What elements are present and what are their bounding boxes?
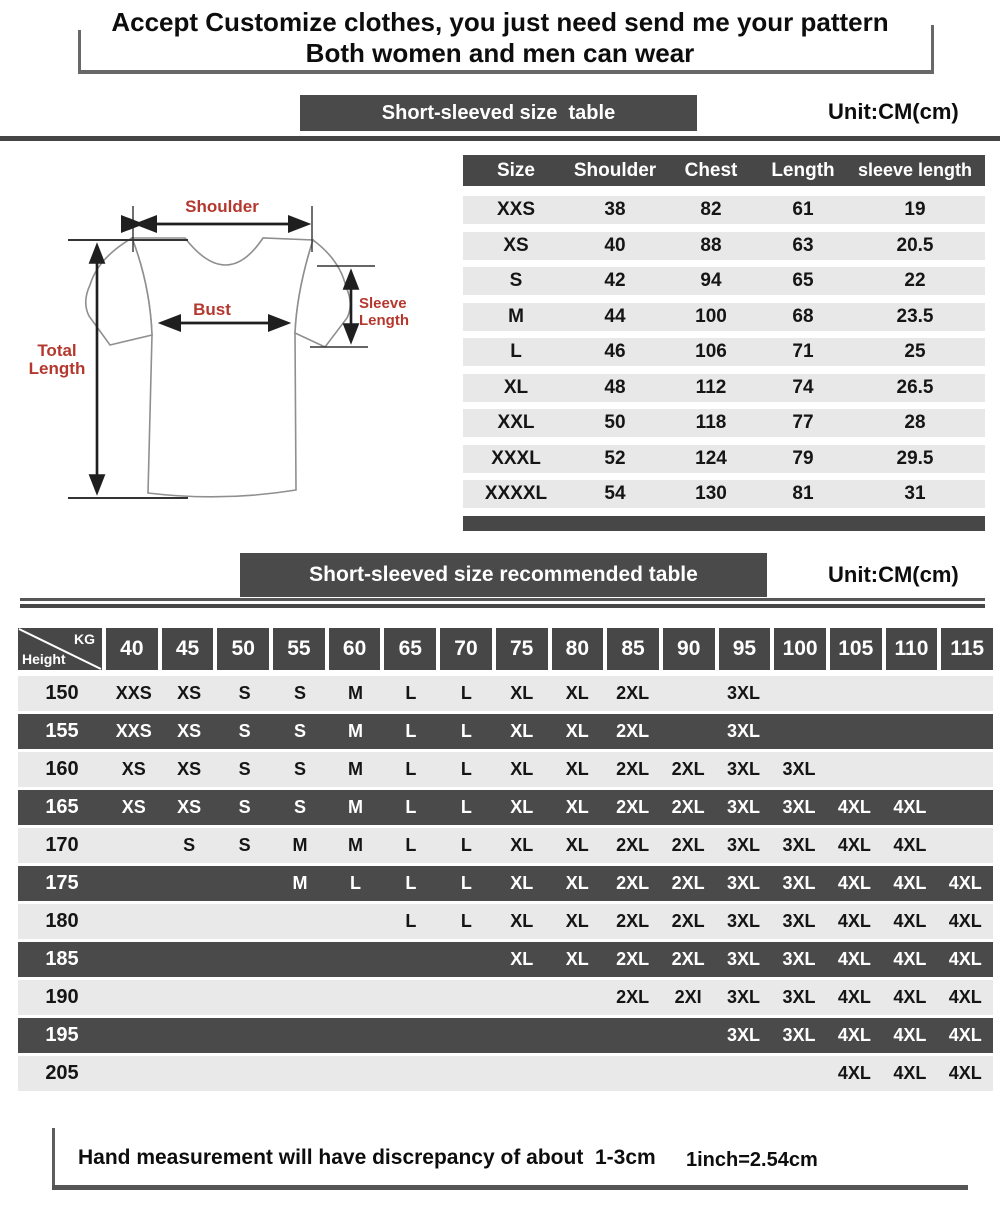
weight-header-cell: 60 bbox=[329, 628, 385, 670]
short-sleeve-size-banner: Short-sleeved size table bbox=[300, 95, 697, 131]
total-label-line2: Length bbox=[28, 359, 86, 378]
size-table-cell: 71 bbox=[792, 341, 814, 362]
recommended-size-cell: XL bbox=[565, 835, 589, 855]
recommended-size-cell: XL bbox=[510, 835, 534, 855]
recommended-size-cell: 3XL bbox=[782, 911, 816, 931]
recommended-size-cell: 4XL bbox=[837, 797, 871, 817]
size-table-rows bbox=[463, 196, 985, 508]
size-table-cell: 74 bbox=[792, 376, 814, 398]
size-table-cell: 124 bbox=[695, 447, 727, 469]
size-table-cell: 22 bbox=[904, 270, 926, 291]
recommended-size-cell: 3XL bbox=[782, 987, 816, 1007]
height-label: 205 bbox=[45, 1062, 79, 1084]
recommended-size-cell: 2XL bbox=[671, 797, 705, 817]
recommended-size-cell: M bbox=[292, 835, 308, 855]
matrix-row bbox=[18, 942, 993, 977]
recommended-size-cell: M bbox=[347, 721, 363, 741]
size-table-cell: 23.5 bbox=[896, 305, 934, 327]
weight-header-cell: 100 bbox=[774, 628, 830, 670]
recommended-size-cell: 2XL bbox=[616, 911, 650, 931]
weight-header-cell: 80 bbox=[552, 628, 608, 670]
size-table-cell: 61 bbox=[792, 199, 814, 220]
matrix-row bbox=[18, 752, 993, 787]
corner-height-label: Height bbox=[22, 651, 66, 667]
recommended-size-cell: XL bbox=[510, 683, 534, 703]
recommended-size-cell: L bbox=[460, 683, 472, 703]
recommended-size-cell: S bbox=[294, 759, 307, 779]
weight-header-cell: 95 bbox=[719, 628, 775, 670]
shoulder-label: Shoulder bbox=[185, 197, 259, 216]
sleeve-label-line1: Sleeve bbox=[359, 295, 407, 312]
size-table-cell: 130 bbox=[695, 483, 727, 504]
recommended-size-cell: 2XL bbox=[616, 835, 650, 855]
recommended-size-cell: S bbox=[183, 835, 196, 855]
recommended-size-cell: L bbox=[460, 797, 472, 817]
recommended-size-cell: 4XL bbox=[837, 873, 871, 893]
section-divider bbox=[0, 136, 1000, 141]
size-table-row bbox=[463, 196, 985, 224]
bust-label: Bust bbox=[193, 300, 231, 319]
recommended-size-cell: S bbox=[294, 683, 307, 703]
recommended-size-cell: XXS bbox=[115, 721, 152, 741]
matrix-row bbox=[18, 790, 993, 825]
size-table-cell: 26.5 bbox=[896, 376, 934, 398]
recommended-size-cell: XL bbox=[565, 721, 589, 741]
recommended-size-cell: L bbox=[405, 721, 417, 741]
recommended-size-cell: XL bbox=[565, 759, 589, 779]
size-table-cell: M bbox=[508, 305, 524, 327]
size-table-cell: 65 bbox=[792, 270, 814, 291]
recommended-size-cell: 2XL bbox=[616, 759, 650, 779]
recommended-size-cell: 3XL bbox=[727, 683, 761, 703]
size-recommendation-matrix bbox=[18, 628, 993, 1094]
recommended-size-cell: 2XL bbox=[616, 987, 650, 1007]
height-label: 195 bbox=[45, 1024, 79, 1046]
size-table-cell: XXL bbox=[497, 412, 535, 433]
size-table-cell: 82 bbox=[700, 199, 722, 220]
matrix-corner-cell bbox=[18, 628, 106, 670]
recommended-size-cell: S bbox=[238, 797, 251, 817]
recommended-size-cell: M bbox=[347, 759, 363, 779]
recommended-size-cell: 4XL bbox=[948, 873, 982, 893]
recommended-size-cell: 3XL bbox=[782, 835, 816, 855]
height-label: 155 bbox=[45, 720, 79, 742]
recommended-size-cell: 2XL bbox=[671, 873, 705, 893]
recommended-size-cell: 4XL bbox=[893, 835, 927, 855]
header-bracket-left bbox=[78, 30, 81, 74]
sleeve-label-line2: Length bbox=[359, 312, 409, 329]
double-rule-divider bbox=[20, 598, 985, 608]
size-table-cell: 40 bbox=[604, 234, 626, 256]
page-title-line1: Accept Customize clothes, you just need send me your pattern bbox=[111, 7, 889, 37]
recommended-size-cell: 4XL bbox=[893, 987, 927, 1007]
size-table-cell: 42 bbox=[604, 270, 626, 291]
size-table-column-header: Length bbox=[771, 159, 835, 181]
corner-kg-label: KG bbox=[74, 631, 95, 647]
recommended-size-cell: 2XL bbox=[671, 949, 705, 969]
recommended-size-cell: XS bbox=[177, 683, 202, 703]
recommended-size-cell: XS bbox=[177, 759, 202, 779]
recommended-size-cell: 3XL bbox=[727, 759, 761, 779]
size-table-cell: 19 bbox=[904, 199, 926, 220]
recommended-size-cell: 4XL bbox=[893, 1025, 927, 1045]
recommended-size-cell: XXS bbox=[115, 683, 152, 703]
recommended-size-cell: L bbox=[405, 911, 417, 931]
recommended-size-cell: S bbox=[238, 835, 251, 855]
recommended-size-cell: XL bbox=[565, 683, 589, 703]
recommended-size-cell: 4XL bbox=[948, 949, 982, 969]
matrix-header-row bbox=[18, 628, 993, 670]
size-table-cell: 31 bbox=[904, 483, 926, 504]
recommended-size-cell: XL bbox=[510, 759, 534, 779]
recommended-size-cell: 3XL bbox=[727, 987, 761, 1007]
size-table-bottom-bar bbox=[463, 516, 985, 531]
weight-header-cell: 110 bbox=[886, 628, 942, 670]
recommended-size-cell: 2XL bbox=[616, 949, 650, 969]
weight-header-cell: 90 bbox=[663, 628, 719, 670]
recommended-size-cell: L bbox=[405, 835, 417, 855]
recommended-size-cell: XL bbox=[510, 873, 534, 893]
recommended-size-cell: XL bbox=[510, 721, 534, 741]
size-table-cell: S bbox=[509, 270, 523, 291]
size-table-cell: 25 bbox=[904, 341, 926, 362]
size-table-cell: 50 bbox=[604, 412, 626, 433]
recommended-size-cell: 4XL bbox=[948, 1025, 982, 1045]
recommended-size-cell: 4XL bbox=[837, 1025, 871, 1045]
size-table-row bbox=[463, 374, 985, 402]
recommended-size-cell: S bbox=[238, 683, 251, 703]
size-table-column-header: Shoulder bbox=[573, 159, 657, 181]
weight-header-cell: 85 bbox=[607, 628, 663, 670]
recommended-size-cell: 3XL bbox=[727, 1025, 761, 1045]
recommended-size-cell: XS bbox=[121, 797, 146, 817]
weight-header-cell: 70 bbox=[440, 628, 496, 670]
page-title bbox=[0, 7, 1000, 69]
size-table-cell: XXXL bbox=[491, 447, 541, 469]
recommended-size-cell: 4XL bbox=[948, 987, 982, 1007]
size-table-row bbox=[463, 338, 985, 366]
recommended-size-cell: 2XL bbox=[616, 683, 650, 703]
recommended-size-cell: 4XL bbox=[837, 987, 871, 1007]
height-label: 165 bbox=[45, 796, 79, 818]
size-table-cell: 106 bbox=[695, 341, 727, 362]
size-table-cell: 44 bbox=[604, 305, 626, 327]
size-table-cell: 48 bbox=[604, 376, 626, 398]
recommended-size-cell: 2XI bbox=[674, 987, 702, 1007]
size-table-cell: 79 bbox=[792, 447, 814, 469]
matrix-rows bbox=[18, 676, 993, 1091]
size-table-cell: 88 bbox=[700, 234, 722, 256]
recommended-size-cell: 2XL bbox=[671, 911, 705, 931]
size-table-cell: XXS bbox=[496, 199, 536, 220]
size-table-cell: 46 bbox=[604, 341, 626, 362]
size-table-header bbox=[463, 155, 985, 186]
size-table-cell: 112 bbox=[695, 376, 727, 398]
recommended-size-cell: 2XL bbox=[616, 797, 650, 817]
recommended-size-cell: M bbox=[347, 797, 363, 817]
recommended-size-cell: XL bbox=[565, 949, 589, 969]
recommended-size-cell: 4XL bbox=[893, 1063, 927, 1083]
recommended-size-cell: XL bbox=[510, 797, 534, 817]
matrix-row bbox=[18, 866, 993, 901]
size-table-row bbox=[463, 409, 985, 437]
recommended-size-cell: XS bbox=[121, 759, 146, 779]
recommended-size-cell: 3XL bbox=[782, 949, 816, 969]
weight-header-cell: 75 bbox=[496, 628, 552, 670]
size-table-cell: 29.5 bbox=[896, 447, 934, 469]
size-table-cell: L bbox=[510, 341, 522, 362]
recommended-size-cell: 3XL bbox=[782, 1025, 816, 1045]
size-table-cell: 94 bbox=[700, 270, 722, 291]
recommended-size-cell: XL bbox=[565, 873, 589, 893]
size-table-column-header: sleeve length bbox=[857, 160, 973, 180]
recommended-size-cell: 2XL bbox=[616, 873, 650, 893]
size-table-column-header: Chest bbox=[684, 159, 738, 181]
total-label-line1: Total bbox=[37, 341, 77, 360]
page-title-line2: Both women and men can wear bbox=[305, 38, 695, 68]
recommended-size-cell: M bbox=[347, 835, 363, 855]
recommended-size-cell: L bbox=[460, 911, 472, 931]
recommended-size-cell: 2XL bbox=[671, 759, 705, 779]
size-table-cell: 38 bbox=[604, 199, 626, 220]
recommended-size-cell: XS bbox=[177, 797, 202, 817]
weight-header-cell: 45 bbox=[162, 628, 218, 670]
size-table-cell: 81 bbox=[792, 483, 814, 504]
weight-header-cell: 105 bbox=[830, 628, 886, 670]
size-table-cell: 77 bbox=[792, 412, 814, 433]
recommended-size-banner: Short-sleeved size recommended table bbox=[240, 553, 767, 597]
recommended-size-cell: 3XL bbox=[727, 949, 761, 969]
height-label: 185 bbox=[45, 948, 79, 970]
size-table-row bbox=[463, 480, 985, 508]
recommended-size-cell: L bbox=[460, 835, 472, 855]
recommended-size-cell: S bbox=[238, 721, 251, 741]
matrix-row bbox=[18, 714, 993, 749]
height-label: 170 bbox=[45, 834, 79, 856]
recommended-size-cell: 3XL bbox=[727, 835, 761, 855]
size-table-cell: 20.5 bbox=[896, 234, 934, 256]
size-table-cell: 118 bbox=[695, 412, 727, 433]
recommended-size-cell: L bbox=[349, 873, 361, 893]
recommended-size-cell: M bbox=[292, 873, 308, 893]
recommended-size-cell: 4XL bbox=[893, 949, 927, 969]
matrix-row bbox=[18, 980, 993, 1015]
recommended-size-cell: XL bbox=[565, 911, 589, 931]
size-table-row bbox=[463, 232, 985, 260]
recommended-size-cell: S bbox=[294, 721, 307, 741]
matrix-row bbox=[18, 828, 993, 863]
matrix-row bbox=[18, 1056, 993, 1091]
recommended-size-cell: XL bbox=[510, 949, 534, 969]
weight-header-cell: 115 bbox=[941, 628, 993, 670]
size-table-column-header: Size bbox=[496, 159, 536, 181]
matrix-row bbox=[18, 1018, 993, 1053]
height-label: 190 bbox=[45, 986, 79, 1008]
recommended-size-cell: L bbox=[460, 759, 472, 779]
measurement-note: Hand measurement will have discrepancy of about 1-3cm bbox=[78, 1146, 656, 1169]
footer-bracket-left bbox=[52, 1128, 55, 1186]
size-table-cell: 68 bbox=[792, 305, 814, 327]
inch-conversion-note: 1inch=2.54cm bbox=[686, 1149, 818, 1171]
recommended-size-cell: L bbox=[405, 759, 417, 779]
unit-label-2: Unit:CM(cm) bbox=[828, 562, 959, 587]
recommended-size-cell: 3XL bbox=[727, 721, 761, 741]
recommended-size-cell: S bbox=[238, 759, 251, 779]
recommended-size-cell: 3XL bbox=[727, 911, 761, 931]
matrix-row bbox=[18, 676, 993, 711]
recommended-size-cell: 4XL bbox=[837, 949, 871, 969]
matrix-row bbox=[18, 904, 993, 939]
recommended-size-cell: 4XL bbox=[837, 911, 871, 931]
recommended-size-cell: 3XL bbox=[782, 759, 816, 779]
size-table-cell: 54 bbox=[604, 483, 626, 504]
footer-bracket-bottom bbox=[52, 1185, 968, 1190]
recommended-size-cell: 3XL bbox=[782, 797, 816, 817]
size-table-cell: 28 bbox=[904, 412, 926, 433]
recommended-size-cell: L bbox=[405, 683, 417, 703]
recommended-size-cell: M bbox=[347, 683, 363, 703]
recommended-size-cell: S bbox=[294, 797, 307, 817]
recommended-size-cell: XS bbox=[177, 721, 202, 741]
height-label: 175 bbox=[45, 872, 79, 894]
recommended-size-cell: 4XL bbox=[948, 911, 982, 931]
height-label: 160 bbox=[45, 758, 79, 780]
recommended-size-cell: XL bbox=[565, 797, 589, 817]
size-table-row bbox=[463, 303, 985, 331]
recommended-size-cell: 3XL bbox=[782, 873, 816, 893]
recommended-size-cell: XL bbox=[510, 911, 534, 931]
recommended-size-cell: 3XL bbox=[727, 797, 761, 817]
size-table-cell: XS bbox=[503, 234, 529, 256]
height-label: 180 bbox=[45, 910, 79, 932]
unit-label-1: Unit:CM(cm) bbox=[828, 99, 959, 124]
recommended-size-cell: L bbox=[405, 797, 417, 817]
weight-header-cell: 40 bbox=[106, 628, 162, 670]
size-table-row bbox=[463, 267, 985, 295]
recommended-size-cell: 4XL bbox=[893, 873, 927, 893]
size-table-cell: 63 bbox=[792, 234, 814, 256]
size-table-cell: XL bbox=[503, 376, 529, 398]
recommended-size-cell: 2XL bbox=[616, 721, 650, 741]
recommended-size-cell: 3XL bbox=[727, 873, 761, 893]
recommended-size-cell: L bbox=[460, 873, 472, 893]
recommended-size-cell: 4XL bbox=[893, 911, 927, 931]
weight-header-cell: 55 bbox=[273, 628, 329, 670]
size-table-row bbox=[463, 445, 985, 473]
recommended-size-cell: 4XL bbox=[837, 1063, 871, 1083]
height-label: 150 bbox=[45, 682, 79, 704]
size-table-cell: 52 bbox=[604, 447, 626, 469]
recommended-size-cell: 4XL bbox=[893, 797, 927, 817]
recommended-size-cell: L bbox=[405, 873, 417, 893]
size-table-cell: 100 bbox=[695, 305, 727, 327]
weight-header-cell: 65 bbox=[384, 628, 440, 670]
size-table bbox=[463, 155, 985, 531]
recommended-size-cell: 4XL bbox=[948, 1063, 982, 1083]
tshirt-measurement-diagram bbox=[15, 150, 455, 520]
tshirt-body-outline bbox=[132, 238, 313, 497]
weight-header-cell: 50 bbox=[217, 628, 273, 670]
header-bracket-right bbox=[931, 25, 934, 74]
recommended-size-cell: 2XL bbox=[671, 835, 705, 855]
recommended-size-cell: 4XL bbox=[837, 835, 871, 855]
recommended-size-cell: L bbox=[460, 721, 472, 741]
header-bracket-bottom bbox=[78, 70, 934, 74]
size-table-cell: XXXXL bbox=[484, 483, 548, 504]
